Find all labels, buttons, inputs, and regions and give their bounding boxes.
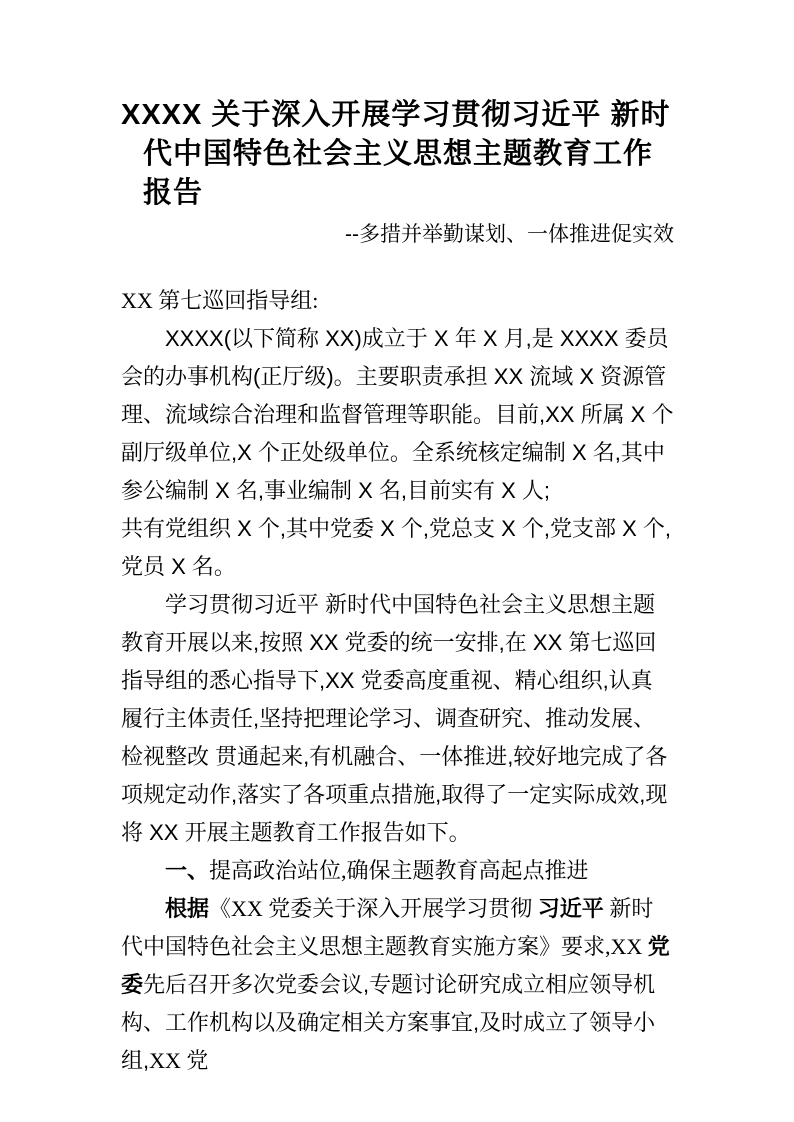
section-1-seg-genju: 根据 [165, 896, 210, 921]
section-1-seg-doc-open: 《XX 党委关于深入开展学习贯彻 [209, 896, 538, 921]
section-1-heading [121, 852, 674, 890]
section-1-seg-name: 习近平 [537, 896, 604, 921]
section-1-number: 一、 [165, 858, 210, 883]
paragraph-intro: XXXX(以下简称 XX)成立于 X 年 X 月,是 XXXX 委员会的办事机构(正厅级)。主要职责承担 XX 流域 X 资源管理、流域综合治理和监督管理等职能。目前,XX 所属 X 个副厅级单位,X 个正处级单位。全系统核定编制 X 名,其中参公编制 X 名,事业编制 X 名,目前实有 X 人; [121, 326, 674, 503]
section-1-seg-tail: XX 党 [149, 1048, 209, 1073]
document-title: XXXX 关于深入开展学习贯彻习近平 新时代中国特色社会主义思想主题教育工作报告 [121, 99, 671, 209]
section-1-heading-text: 提高政治站位,确保主题教育高起点推进 [209, 858, 589, 883]
paragraph-overview: 学习贯彻习近平 新时代中国特色社会主义思想主题教育开展以来,按照 XX 党委的统一安排,在 XX 第七巡回指导组的悉心指导下,XX 党委高度重视、精心组织,认真履行主体责任,坚持把理论学习、调查研究、推动发展、检视整改 贯通起来,有机融合、一体推进,较好地完成了各项规定动作,落实了各项重点措施,取得了一定实际成效,现将 XX 开展主题教育工作报告如下。 [121, 592, 668, 845]
section-1-seg-dangwei: 党委 [121, 934, 670, 997]
section-1-seg-actions: 先后召开多次党委会议,专题讨论研究成立相应领导机构、工作机构以及确定相关方案事宜,及时成立了领导小组, [121, 972, 656, 1073]
paragraph-party-org: 共有党组织 X 个,其中党委 X 个,党总支 X 个,党支部 X 个,党员 X 名。 [121, 516, 672, 579]
paragraph-section-1 [121, 890, 674, 1080]
document-body [121, 282, 674, 1080]
document-subtitle: --多措并举勤谋划、一体推进促实效 [345, 223, 674, 246]
salutation-line: XX 第七巡回指导组: [121, 288, 319, 313]
section-1-seg-doc-close: 新时代中国特色社会主义思想主题教育实施方案》要求,XX [121, 896, 654, 959]
